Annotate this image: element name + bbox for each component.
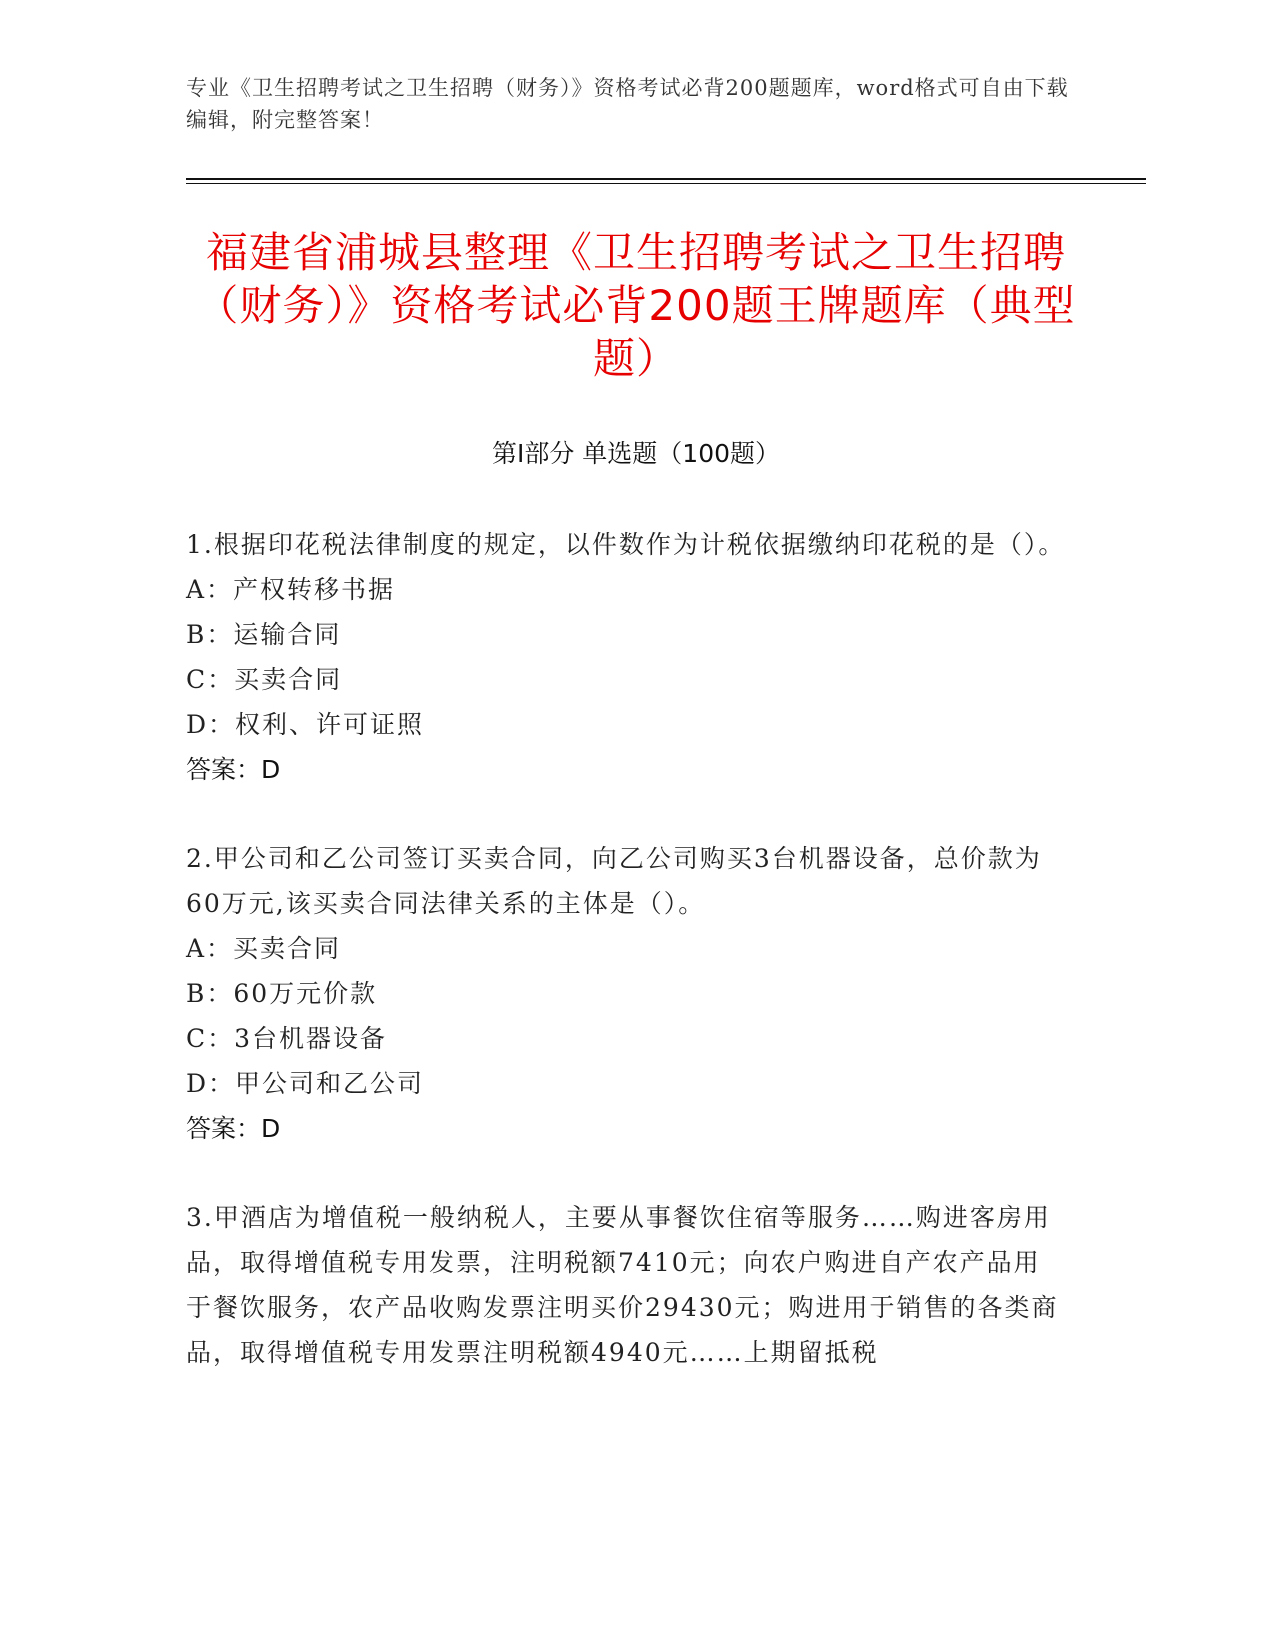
question-stem: 3.甲酒店为增值税一般纳税人，主要从事餐饮住宿等服务……购进客房用品，取得增值税专用发票，注明税额7410元；向农户购进自产农产品用于餐饮服务，农产品收购发票注明买价29430元；购进用于销售的各类商品，取得增值税专用发票注明税额4940元……上期留抵税 bbox=[186, 1203, 1059, 1367]
question-list bbox=[186, 522, 1066, 1419]
header-note: 专业《卫生招聘考试之卫生招聘（财务）》资格考试必背200题题库，word格式可自由下载编辑，附完整答案！ bbox=[186, 76, 1069, 132]
answer: 答案：D bbox=[186, 755, 281, 784]
option-b: B：60万元价款 bbox=[186, 979, 378, 1008]
option-a: A：买卖合同 bbox=[186, 934, 342, 963]
option-c: C：买卖合同 bbox=[186, 665, 343, 694]
header-divider-thin bbox=[186, 183, 1146, 184]
option-b: B：运输合同 bbox=[186, 620, 342, 649]
option-c: C：3台机器设备 bbox=[186, 1024, 388, 1053]
question-3 bbox=[186, 1195, 1066, 1375]
question-1 bbox=[186, 522, 1066, 792]
answer: 答案：D bbox=[186, 1114, 281, 1143]
option-a: A：产权转移书据 bbox=[186, 575, 396, 604]
section-title: 第I部分 单选题（100题） bbox=[491, 439, 781, 468]
question-stem: 2.甲公司和乙公司签订买卖合同，向乙公司购买3台机器设备，总价款为60万元,该买卖合同法律关系的主体是（）。 bbox=[186, 844, 1042, 918]
document-title: 福建省浦城县整理《卫生招聘考试之卫生招聘（财务）》资格考试必背200题王牌题库（典型题） bbox=[196, 228, 1076, 383]
option-d: D：权利、许可证照 bbox=[186, 710, 425, 739]
header-divider-thick bbox=[186, 178, 1146, 180]
question-stem: 1.根据印花税法律制度的规定，以件数作为计税依据缴纳印花税的是（）。 bbox=[186, 530, 1066, 559]
option-d: D：甲公司和乙公司 bbox=[186, 1069, 425, 1098]
question-2 bbox=[186, 836, 1066, 1151]
